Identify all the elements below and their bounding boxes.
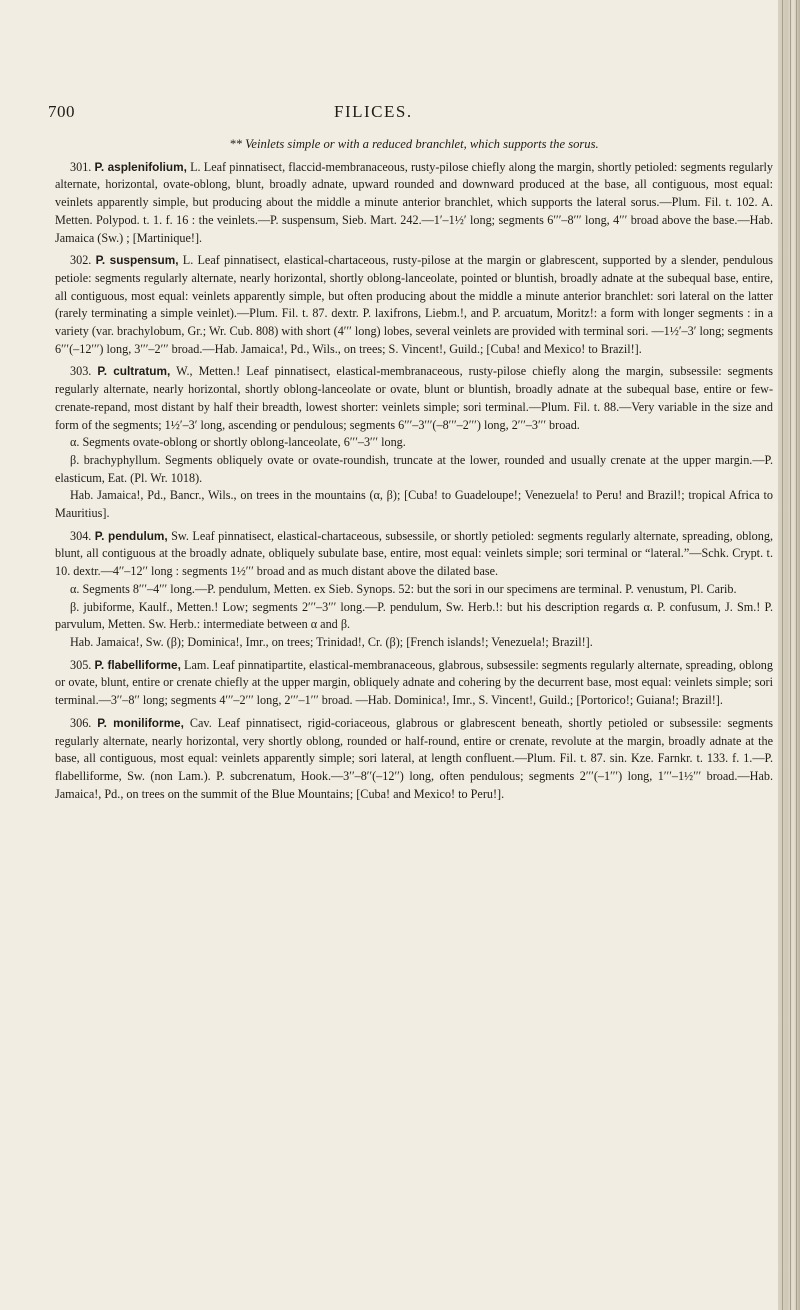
species-entry	[55, 159, 773, 248]
species-description: Sw. Leaf pinnatisect, elastical-chartaceous, subsessile, or shortly petioled: segments regularly alternate, spreading, oblong, blunt, all contiguous at the broadly adnate, obliquely subulate base, entire, most equal: veinlets simple; sori terminal or “lateral.”—Schk. Crypt. t. 10. dextr.—4′′–12′′ long : segments 1½′′′ broad and as much distant above the dilated base.	[55, 528, 774, 579]
species-name: P. suspensum,	[95, 253, 179, 268]
entry-number: 302.	[70, 253, 92, 268]
species-name: P. pendulum,	[94, 528, 168, 543]
variety-paragraph: β. jubiforme, Kaulf., Metten.! Low; segments 2′′′–3′′′ long.—P. pendulum, Sw. Herb.!: but his description regards α. P. confusum, J. Sm.! P. parvulum, Metten. Sw. Herb.: intermediate between α and β.	[55, 599, 773, 632]
entry-number: 303.	[70, 364, 92, 379]
species-name: P. asplenifolium,	[94, 159, 187, 174]
variety-paragraph: α. Segments ovate-oblong or shortly oblong-lanceolate, 6′′′–3′′′ long.	[70, 435, 406, 450]
book-spine-edge	[778, 0, 800, 1310]
species-description: Cav. Leaf pinnatisect, rigid-coriaceous, glabrous or glabrescent beneath, shortly petioled or subsessile: segments regularly alternate, nearly horizontal, very shortly oblong, rounded or half-round, entire or crenate, revolute at the margin, broadly adnate at the base, all contiguous, most equal: veinlets apparently simple; sori lateral, at length confluent.—Plum. Fil. t. 87. sin. Kze. Farnkr. t. 133. f. 1.—P. flabelliforme, Sw. (non Lam.). P. subcrenatum, Hook.—3′′–8′′(–12′′) long, often pendulous; segments 2′′′(–1′′′) long, 1′′′–1½′′′ broad.—Hab. Jamaica!, Pd., on trees on the summit of the Blue Mountains; [Cuba! and Mexico! to Peru!].	[55, 715, 773, 801]
species-entry	[55, 528, 773, 581]
entry-number: 301.	[70, 159, 92, 174]
habitat-paragraph: Hab. Jamaica!, Pd., Bancr., Wils., on trees in the mountains (α, β); [Cuba! to Guadeloupe!; Venezuela! to Peru! and Brazil!; tropical Africa to Mauritius].	[55, 488, 773, 521]
species-description: L. Leaf pinnatisect, flaccid-membranaceous, rusty-pilose chiefly along the margin, shortly petioled: segments regularly alternate, horizontal, ovate-oblong, blunt, broadly adnate, upward rounded and downward produced at the base, all contiguous, most equal: veinlets apparently simple, but producing about the middle a minute anterior branchlet, which supports the lateral sorus.—Plum. Fil. t. 102. A. Metten. Polypod. t. 1. f. 16 : the veinlets.—P. suspensum, Sieb. Mart. 242.—1′–1½′ long; segments 6′′′–8′′′ long, 4′′′ broad above the base.—Hab. Jamaica (Sw.) ; [Martinique!].	[55, 159, 774, 245]
species-name: P. moniliforme,	[97, 715, 184, 730]
entry-number: 306.	[70, 715, 92, 730]
variety-paragraph: β. brachyphyllum. Segments obliquely ovate or ovate-roundish, truncate at the lower, rounded and usually crenate at the upper margin.—P. elasticum, Eat. (Pl. Wr. 1018).	[55, 452, 773, 485]
species-description: L. Leaf pinnatisect, elastical-chartaceous, rusty-pilose at the margin or glabrescent, supported by a slender, pendulous petiole: segments regularly alternate, nearly horizontal, shortly oblong-lanceolate, pointed or bluntish, broadly adnate at the subequal base, entire, all contiguous, most equal: veinlets apparently simple, but often producing about the middle a minute anterior branchlet: sori lateral on the latter (rarely terminating a simple veinlet).—Plum. Fil. t. 87. dextr. P. laxifrons, Liebm.!, and P. arcuatum, Moritz!: a form with longer segments : in a variety (var. brachylobum, Gr.; Wr. Cub. 808) with short (4′′′ long) lobes, several veinlets are provided with terminal sori. —1½′–3′ long; segments 6′′′(–12′′′) long, 3′′′–2′′′ broad.—Hab. Jamaica!, Pd., Wils., on trees; S. Vincent!, Guild.; [Cuba! and Mexico! to Brazil!].	[55, 253, 773, 356]
species-description: Lam. Leaf pinnatipartite, elastical-membranaceous, glabrous, subsessile: segments regularly alternate, spreading, oblong or ovate, blunt, entire or crenate chiefly at the upper margin, obliquely adnate and cohering by the decurrent base, most equal: veinlets simple; sori terminal.—3′′–8′′ long; segments 4′′′–2′′′ long, 2′′′–1′′′ broad. —Hab. Dominica!, Imr., S. Vincent!, Guild.; [Portorico!; Guiana!; Brazil!].	[55, 657, 773, 708]
section-subheading: ** Veinlets simple or with a reduced branchlet, which supports the sorus.	[229, 137, 599, 151]
page-number: 700	[48, 102, 75, 121]
entry-number: 305.	[70, 657, 92, 672]
variety-paragraph: α. Segments 8′′′–4′′′ long.—P. pendulum, Metten. ex Sieb. Synops. 52: but the sori in our specimens are terminal. P. venustum, Pl. Carib.	[70, 581, 737, 596]
running-title: FILICES.	[334, 102, 413, 121]
habitat-paragraph: Hab. Jamaica!, Sw. (β); Dominica!, Imr., on trees; Trinidad!, Cr. (β); [French islands!; Venezuela!; Brazil!].	[70, 634, 593, 649]
species-entry	[55, 252, 773, 358]
species-description: W., Metten.! Leaf pinnatisect, elastical-membranaceous, rusty-pilose chiefly along the margin, subsessile: segments regularly alternate, nearly horizontal, shortly oblong-lanceolate or ovate, blunt or bluntish, broadly adnate at the subequal base, entire or few-crenate-repand, most distant by half their breadth, lowest shorter: veinlets simple; sori terminal.—Plum. Fil. t. 88.—Very variable in the size and form of the segments; 1½′–3′ long, ascending or pendulous; segments 6′′′–3′′′(–8′′′–2′′′) long, 2′′′–3′′′ broad.	[55, 364, 773, 432]
body-text	[55, 136, 773, 803]
species-entry	[55, 657, 773, 710]
entry-number: 304.	[70, 528, 92, 543]
species-entry	[55, 715, 773, 804]
page-header	[0, 102, 800, 124]
species-name: P. cultratum,	[97, 364, 171, 379]
species-name: P. flabelliforme,	[94, 657, 181, 672]
species-entry	[55, 363, 773, 434]
